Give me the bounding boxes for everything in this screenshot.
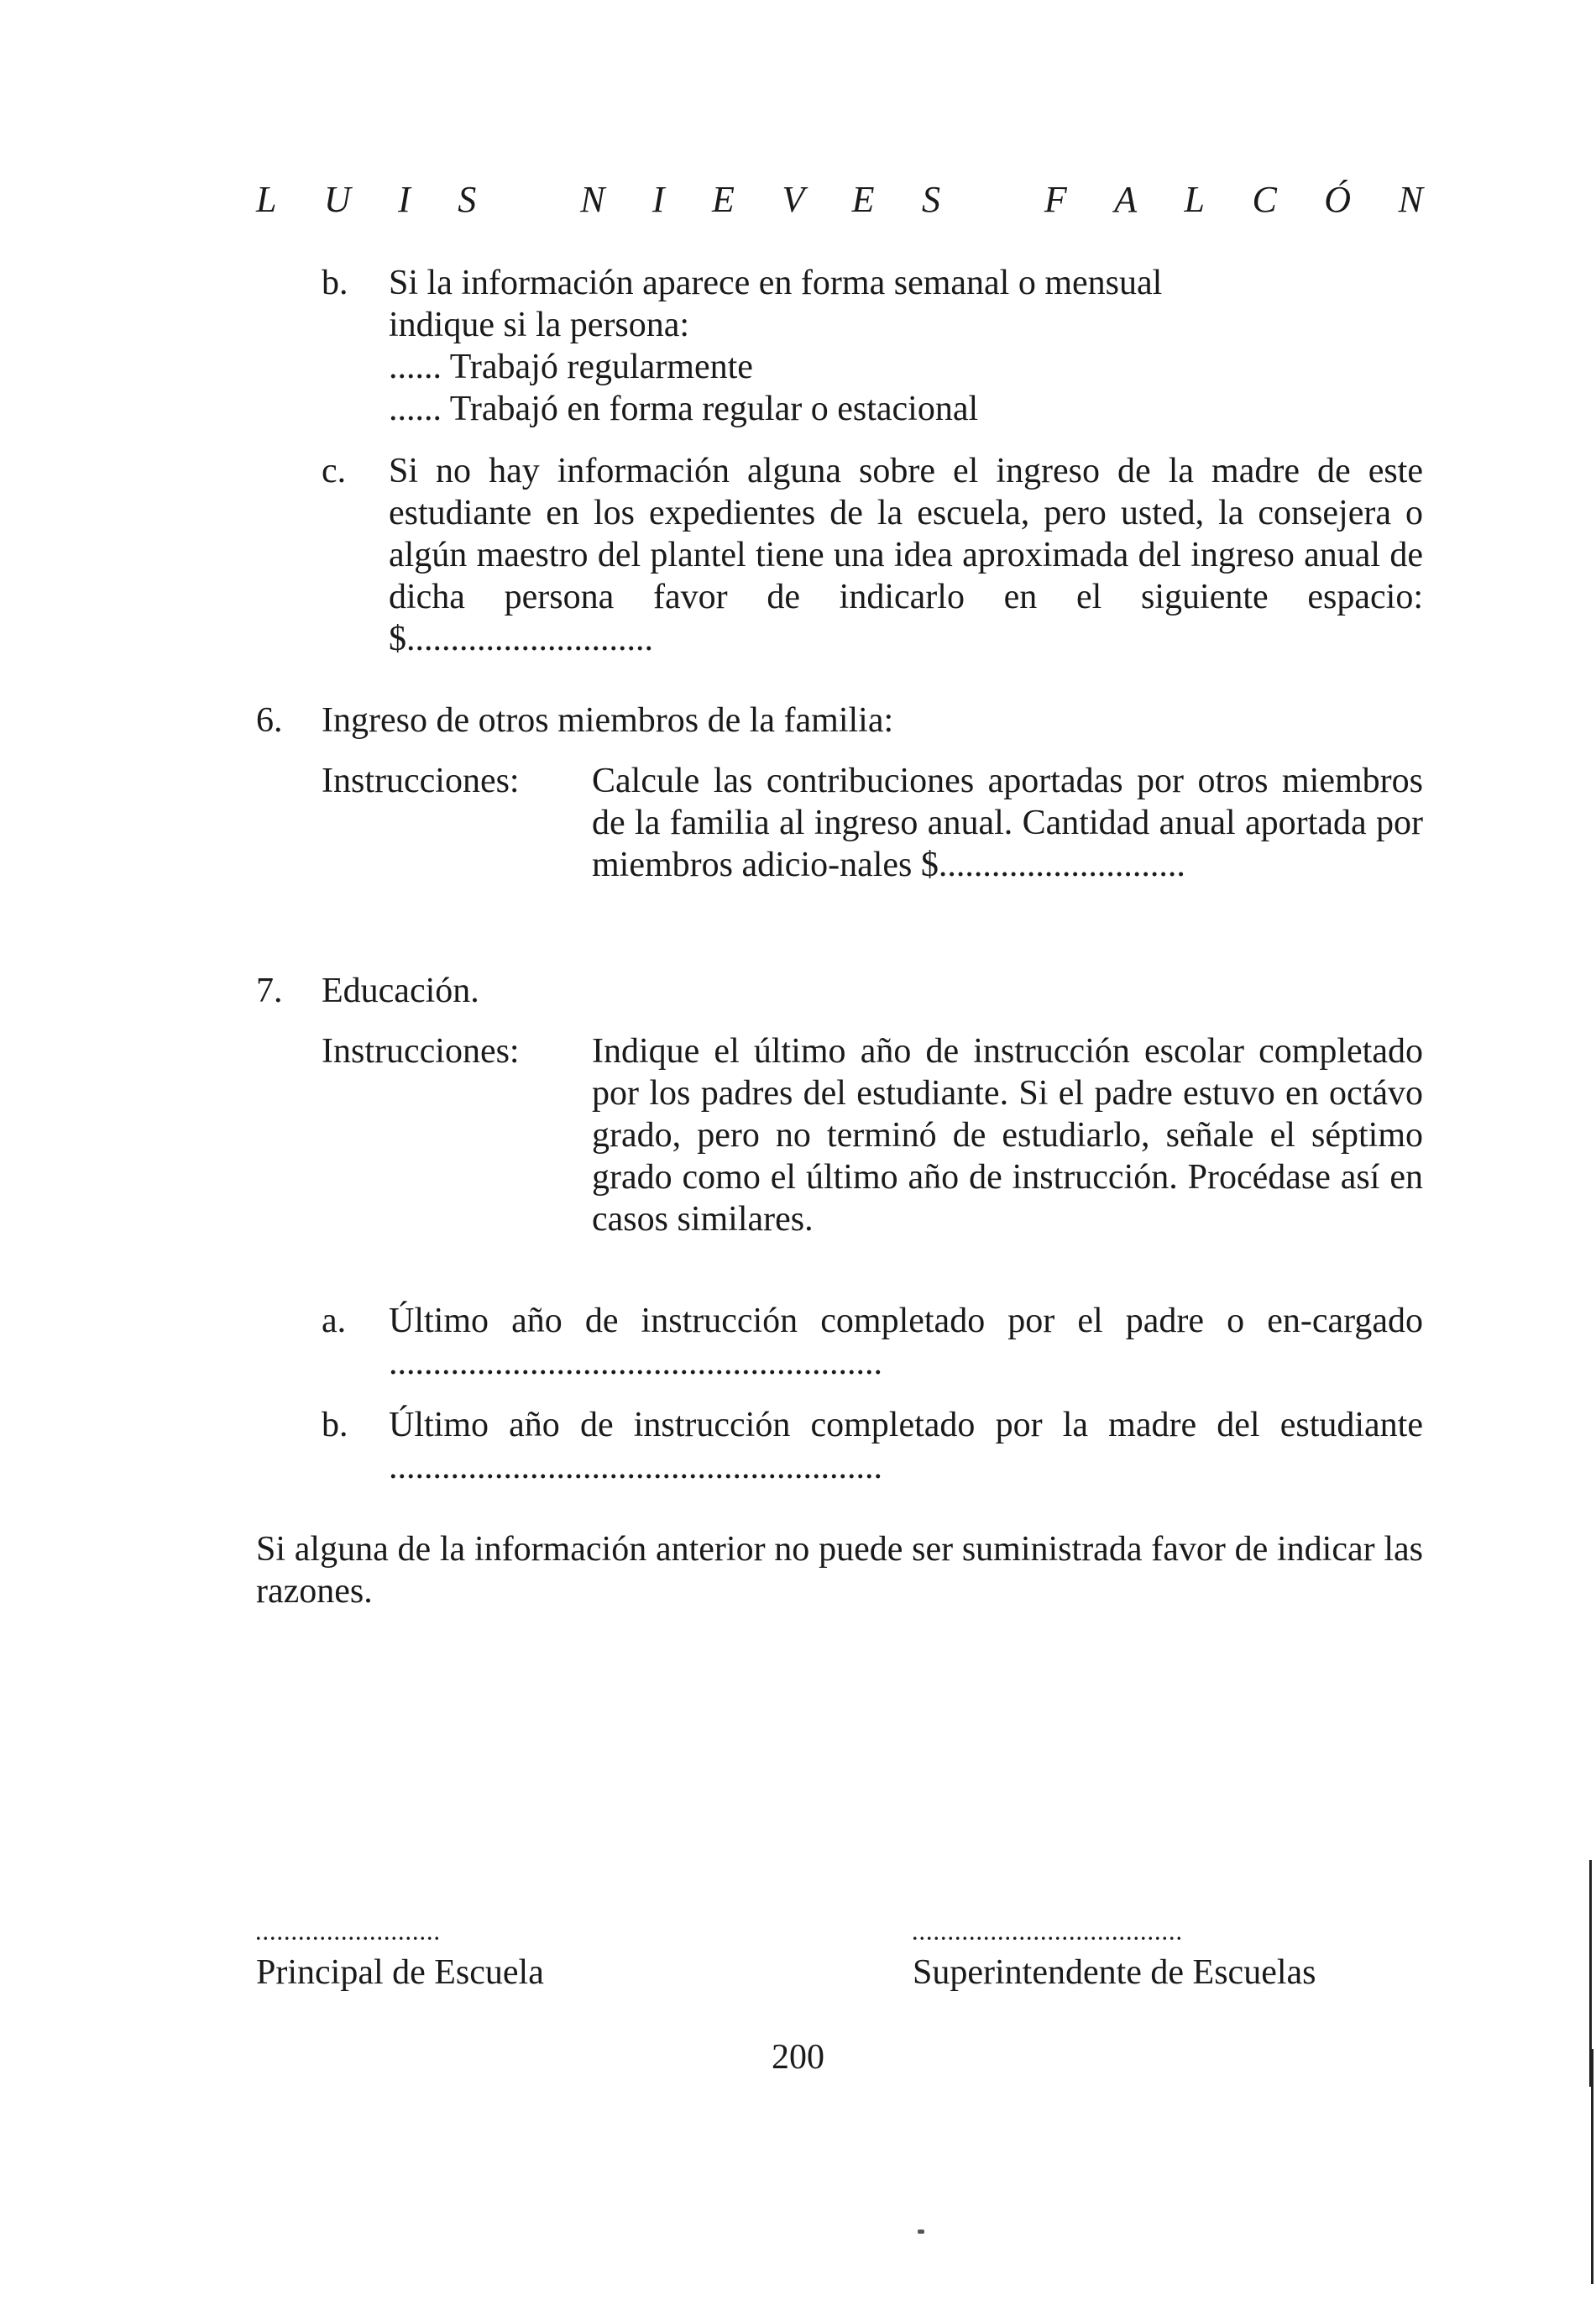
item-label: a. bbox=[322, 1302, 347, 1340]
header-letter: I bbox=[651, 179, 665, 220]
header-letter: E bbox=[851, 179, 875, 220]
header-letter: C bbox=[1252, 179, 1277, 220]
section-number: 6. bbox=[256, 701, 283, 740]
item-label: b. bbox=[322, 1406, 348, 1444]
instructions-text: Indique el último año de instrucción escolar completado por los padres del estudiante. Si el padre estuvo en octávo grado, pero no terminó de estudiarlo, señale el séptimo grado como el último año de instrucción. Procédase así en casos similares. bbox=[592, 1032, 1423, 1239]
instructions-label: Instrucciones: bbox=[322, 1032, 520, 1071]
header-letter: Ó bbox=[1324, 179, 1352, 220]
scan-speck bbox=[918, 2230, 924, 2234]
header-letter: N bbox=[580, 179, 605, 220]
scan-edge-mark bbox=[1591, 2049, 1593, 2284]
signature-line: .......................... bbox=[256, 1923, 442, 1944]
running-header bbox=[256, 175, 1423, 225]
item-c-mother-income bbox=[322, 450, 1423, 660]
item-a-father-education bbox=[322, 1300, 1423, 1384]
item-body: Último año de instrucción completado por el padre o en-cargado ........................................................ bbox=[389, 1302, 1423, 1382]
signature-superintendent bbox=[913, 1923, 1316, 1994]
item-body bbox=[389, 262, 1423, 430]
section-7-instructions bbox=[322, 1030, 1423, 1240]
item-line: indique si la persona: bbox=[389, 306, 690, 344]
signature-principal bbox=[256, 1923, 544, 1994]
signature-title: Superintendente de Escuelas bbox=[913, 1953, 1316, 1992]
header-letter: S bbox=[458, 179, 477, 220]
header-letter: L bbox=[256, 179, 277, 220]
section-6-heading bbox=[256, 700, 1423, 741]
item-b-weekly-monthly bbox=[322, 262, 1423, 430]
header-space bbox=[987, 175, 997, 225]
header-letter: V bbox=[782, 179, 805, 220]
item-body: Último año de instrucción completado por la madre del estudiante ........................................................ bbox=[389, 1406, 1423, 1486]
signature-line: ...................................... bbox=[913, 1923, 1184, 1944]
checkbox-line-regular: ...... Trabajó regularmente bbox=[389, 348, 753, 386]
item-body: Si no hay información alguna sobre el ingreso de la madre de este estudiante en los expedientes de la escuela, pero usted, la consejera o algún maestro del plantel tiene una idea aproximada del ingreso anual de dicha persona favor de indicarlo en el siguiente espacio: $............................ bbox=[389, 452, 1423, 658]
header-letter: S bbox=[921, 179, 940, 220]
instructions-label: Instrucciones: bbox=[322, 762, 520, 800]
header-letter: A bbox=[1114, 179, 1138, 220]
header-letter: I bbox=[398, 179, 411, 220]
checkbox-line-seasonal: ...... Trabajó en forma regular o estacional bbox=[389, 390, 979, 428]
item-line: Si la información aparece en forma semanal o mensual bbox=[389, 264, 1163, 302]
section-7-heading bbox=[256, 970, 1423, 1012]
page-number: 200 bbox=[772, 2038, 824, 2077]
closing-paragraph: Si alguna de la información anterior no puede ser suministrada favor de indicar las razones. bbox=[256, 1530, 1423, 1611]
section-number: 7. bbox=[256, 972, 283, 1010]
header-letter: L bbox=[1184, 179, 1205, 220]
item-b-mother-education bbox=[322, 1404, 1423, 1488]
header-space bbox=[524, 175, 533, 225]
signature-title: Principal de Escuela bbox=[256, 1953, 544, 1992]
section-6-instructions bbox=[322, 760, 1423, 886]
header-letter: E bbox=[712, 179, 735, 220]
header-letter: N bbox=[1398, 179, 1423, 220]
item-label: c. bbox=[322, 452, 347, 490]
section-title: Educación. bbox=[322, 972, 479, 1010]
header-letter: U bbox=[323, 179, 351, 220]
section-title: Ingreso de otros miembros de la familia: bbox=[322, 701, 894, 740]
item-label: b. bbox=[322, 264, 348, 302]
header-letter: F bbox=[1044, 179, 1067, 220]
instructions-text: Calcule las contribuciones aportadas por otros miembros de la familia al ingreso anual. Cantidad anual aportada por miembros adicio-nales $............................ bbox=[592, 762, 1423, 884]
